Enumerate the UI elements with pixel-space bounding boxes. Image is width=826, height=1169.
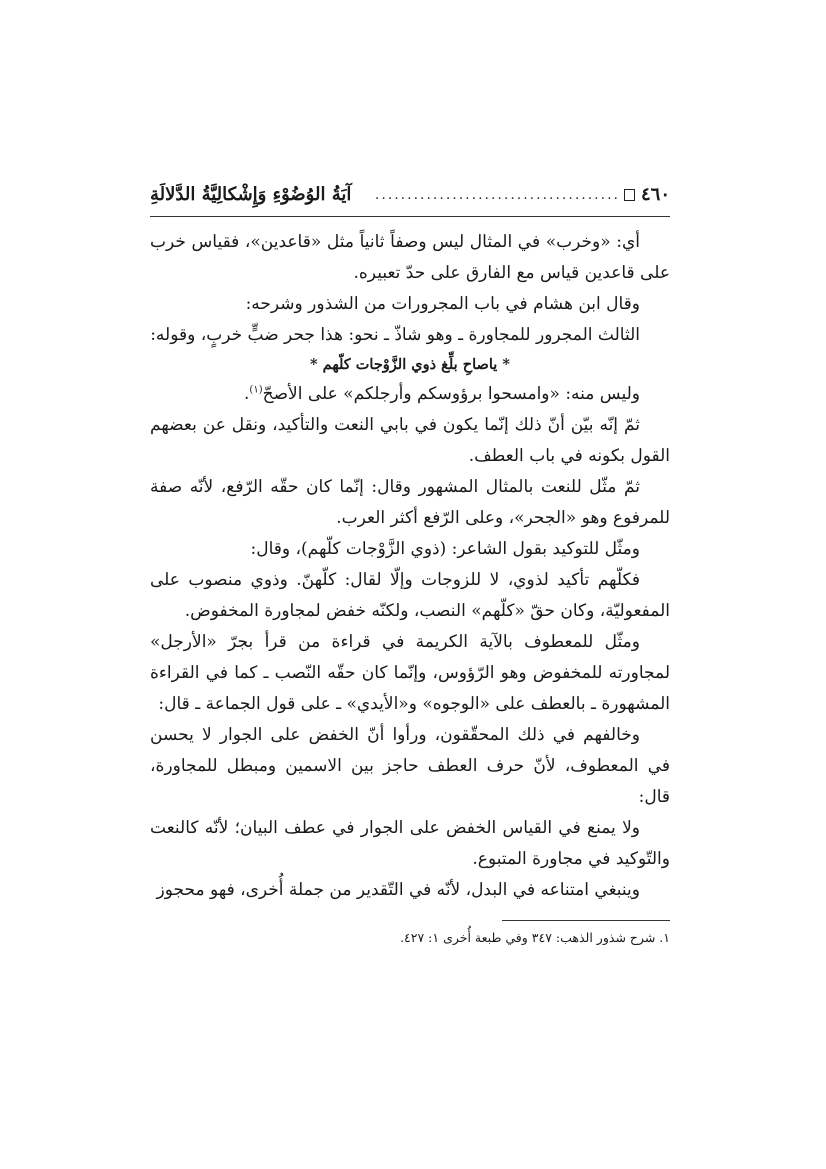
paragraph: ومثّل للتوكيد بقول الشاعر: (ذوي الزَّوْجات كلّهم)، وقال: [250,539,640,559]
paragraph: وينبغي امتناعه في البدل، لأنّه في التّقدير من جملة أُخرى، فهو محجوز [156,880,640,900]
square-ornament-icon [624,189,635,201]
paragraph: الثالث المجرور للمجاورة ـ وهو شاذّ ـ نحو: هذا جحر ضبٍّ خربٍ، وقوله: [150,325,640,345]
paragraph: ومثّل للمعطوف بالآية الكريمة في قراءة من قرأ بجرّ «الأرجل» لمجاورته للمخفوض وهو الرّؤوس، وإنّما كان حقّه النّصب ـ كما في القراءة المشهورة ـ بالعطف على «الوجوه» و«الأيدي» ـ على قول الجماعة ـ قال: [150,632,670,714]
footnote-reference[interactable]: (١) [249,384,263,396]
book-title: آيَةُ الوُضُوْءِ وَإِشْكالِيَّةُ الدَّلالَةِ [150,184,352,205]
footnote-divider [502,920,670,921]
paragraph: وقال ابن هشام في باب المجرورات من الشذور وشرحه: [245,294,640,314]
paragraph: وليس منه: «وامسحوا برؤوسكم وأرجلكم» على الأصحّ$^{(١)}$. [244,384,640,404]
paragraph: ولا يمنع في القياس الخفض على الجوار في عطف البيان؛ لأنّه كالنعت والتّوكيد في مجاورة المتبوع. [150,818,670,869]
paragraph: ثمّ إنّه بيّن أنّ ذلك إنّما يكون في بابي النعت والتأكيد، ونقل عن بعضهم القول بكونه في باب العطف. [150,415,670,466]
paragraph-text: وليس منه: «وامسحوا برؤوسكم وأرجلكم» على الأصحّ [262,384,640,404]
paragraph: فكلّهم تأكيد لذوي، لا للزوجات وإلّا لقال: كلّهنّ. وذوي منصوب على المفعوليّة، وكان حقّ «كلّهم» النصب، ولكنّه خفض لمجاورة المخفوض. [150,570,670,621]
footnote: ١. شرح شذور الذهب: ٣٤٧ وفي طبعة أُخرى ١: ٤٢٧. [400,930,670,945]
body-text [150,227,670,906]
header-leader-dots: ...................................... [374,187,620,203]
paragraph: وخالفهم في ذلك المحقّقون، ورأوا أنّ الخفض على الجوار لا يحسن في المعطوف، لأنّ حرف العطف حاجز بين الاسمين ومبطل للمجاورة، قال: [150,725,670,807]
paragraph: ثمّ مثّل للنعت بالمثال المشهور وقال: إنّما كان حقّه الرّفع، لأنّه صفة للمرفوع وهو «الجحر»، وعلى الرّفع أكثر العرب. [150,477,670,528]
page-number: ٤٦٠ [640,184,670,205]
paragraph: أي: «وخرب» في المثال ليس وصفاً ثانياً مثل «قاعدين»، فقياس خرب على قاعدين قياس مع الفارق على حدّ تعبيره. [150,232,670,283]
book-page [150,178,670,949]
running-head [150,178,670,212]
poetry-verse: * ياصاحِ بلِّغ ذوي الزَّوْجات كلّهم * [310,356,510,373]
header-divider [150,216,670,217]
